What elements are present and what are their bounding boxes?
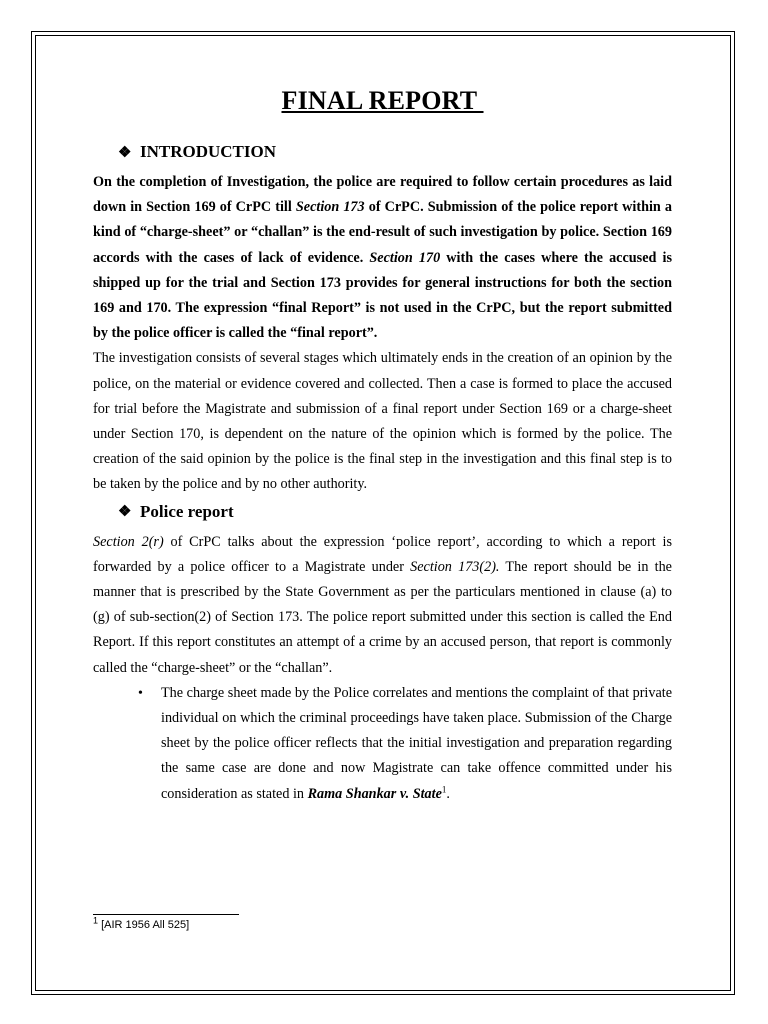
text-run: of CrPC. Submission of the police report within a kind of “charge-sheet” or “challan” is the end-result of such investigation by police. Section 169 accords with the cases of lack of evidence. bbox=[93, 199, 672, 266]
text-run: of CrPC talks about the expression ‘police report’, according to which a report is forwarded by a police officer to a Magistrate under bbox=[93, 533, 672, 575]
footnote-separator bbox=[93, 914, 239, 915]
text-run: with the cases where the accused is shipped up for the trial and Section 173 provides for general instructions for both the section 169 and 170. The expression “final Report” is not used in the CrPC, but the report submitted by the police officer is called the “final report”. bbox=[93, 249, 672, 342]
section-heading-introduction bbox=[93, 142, 672, 162]
section-heading-label: Police report bbox=[140, 501, 234, 521]
page-title: FINAL REPORT bbox=[281, 86, 484, 115]
footnote-number: 1 bbox=[93, 915, 99, 926]
italic-citation: Section 173(2). bbox=[410, 558, 500, 575]
police-report-paragraph bbox=[93, 530, 672, 681]
text-run: On the completion of Investigation, the police are required to follow certain procedures as laid down in Section 169 of CrPC till bbox=[93, 174, 672, 216]
footnote-reference[interactable]: 1 bbox=[441, 783, 447, 794]
intro-paragraph: The investigation consists of several stages which ultimately ends in the creation of an opinion by the police, on the material or evidence covered and collected. Then a case is formed to place the accused for trial before the Magistrate and submission of a final report under Section 169 or a charge-sheet under Section 170, is dependent on the nature of the opinion which is formed by the police. The creation of the said opinion by the police is the final step in the investigation and this final step is to be taken by the police and by no other authority. bbox=[93, 350, 672, 493]
diamond-bullet-icon: ❖ bbox=[118, 504, 132, 521]
section-heading-label: INTRODUCTION bbox=[140, 142, 277, 161]
italic-citation: Section 170 bbox=[369, 249, 441, 266]
case-citation: Rama Shankar v. State bbox=[307, 785, 442, 802]
section-heading-police-report bbox=[93, 502, 672, 522]
footnote bbox=[93, 915, 190, 931]
italic-citation: Section 173 bbox=[295, 199, 365, 216]
diamond-bullet-icon: ❖ bbox=[118, 144, 132, 161]
bullet-text: The charge sheet made by the Police correlates and mentions the complaint of that private individual on which the criminal proceedings have taken place. Submission of the Charge sheet by the police officer reflects that the initial investigation and preparation regarding the same case are done and now Magistrate can take offence committed under his consideration as stated in bbox=[161, 684, 672, 802]
bullet-list bbox=[93, 681, 672, 807]
text-run: The report should be in the manner that is prescribed by the State Government as per the particulars mentioned in clause (a) to (g) of sub-section(2) of Section 173. The police report submitted under this section is called the End Report. If this report constitutes an attempt of a crime by an accused person, that report is commonly called the “charge-sheet” or the “challan”. bbox=[93, 558, 672, 676]
bullet-dot-icon: • bbox=[138, 685, 143, 701]
italic-citation: Section 2(r) bbox=[93, 533, 164, 550]
list-item bbox=[93, 681, 672, 807]
intro-bold-paragraph bbox=[93, 170, 672, 346]
bullet-end: . bbox=[446, 785, 450, 802]
document-body bbox=[93, 86, 672, 807]
footnote-text: [AIR 1956 All 525] bbox=[98, 919, 190, 931]
